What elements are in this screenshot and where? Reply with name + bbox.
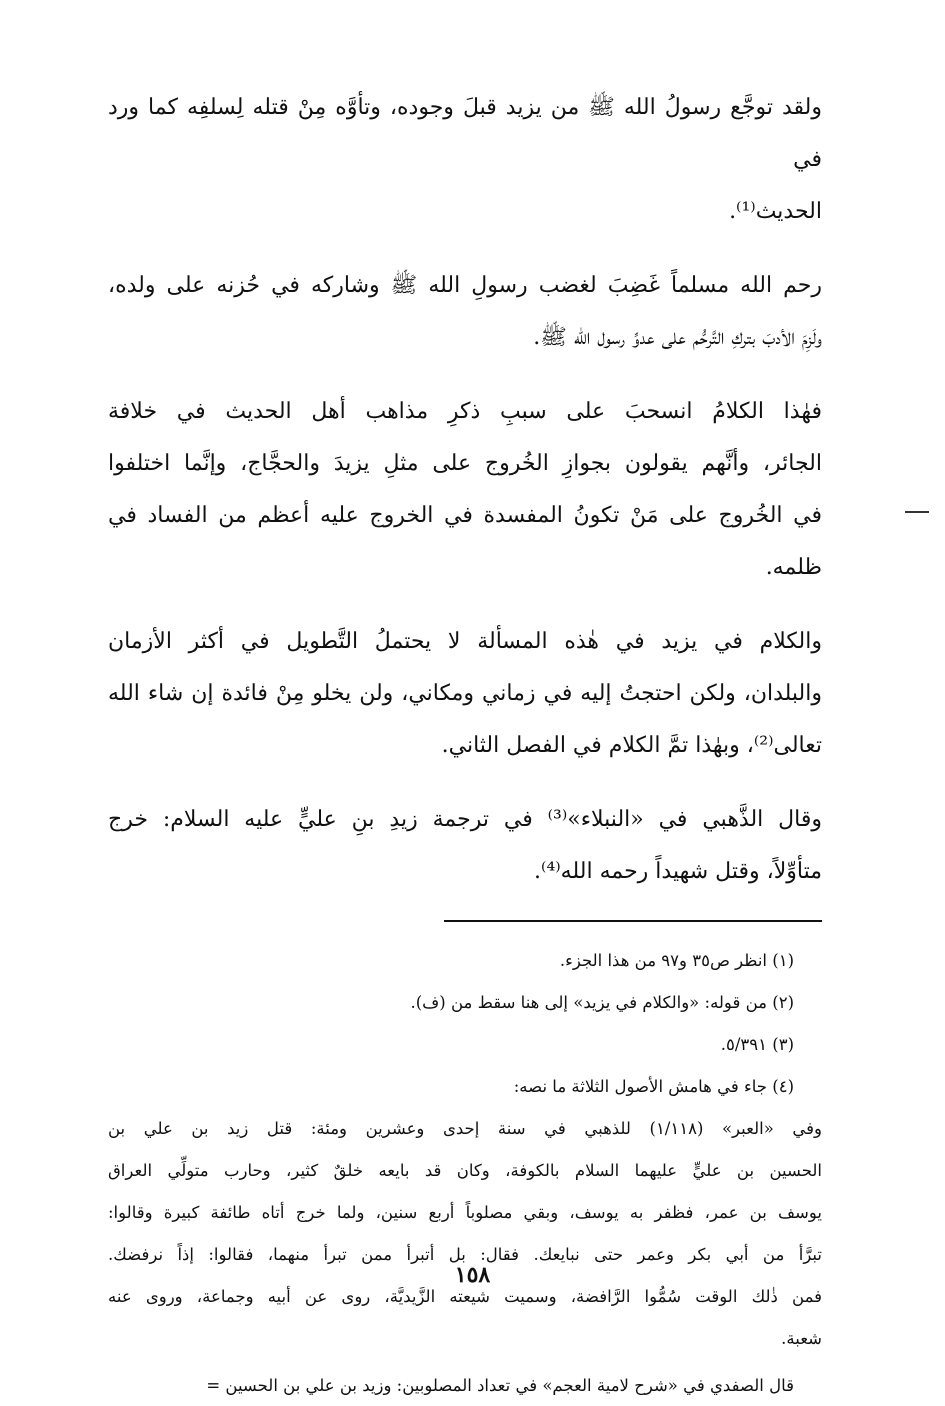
text-line: في الخُروج على مَنْ تكونُ المفسدة في الخروج عليه أعظم من الفساد في [108,503,822,528]
footnote-text-line: فمن ذٰلك الوقت سُمُّوا الرَّافضة، وسميت شيعته الزَّيديَّة، روى عن أبيه وجماعة، وروى عنه [108,1287,822,1306]
margin-mark [905,511,929,513]
main-text [108,82,822,898]
text-line: ولقد توجَّع رسولُ الله ﷺ من يزيد قبلَ وجوده، وتأوَّه مِنْ قتله لِسلفِه كما ورد في [108,95,822,172]
text-line: الجائر، وأنَّهم يقولون بجوازِ الخُروج على مثلِ يزيدَ والحجَّاج، وإنَّما اختلفوا [108,451,822,476]
paragraph-5 [108,794,822,898]
footnote-text-line: تبرَّأ من أبي بكر وعمر حتى نبايعك. فقال: بل أتبرأ ممن تبرأ منهما، فقالوا: إذاً نرفضك. [108,1245,822,1264]
footnote-separator [444,920,822,922]
paragraph-4 [108,616,822,772]
paragraph-2 [108,260,822,364]
footnote-2: (٢) من قوله: «والكلام في يزيد» إلى هنا سقط من (ف). [410,993,794,1012]
text-line: فهٰذا الكلامُ انسحبَ على سببِ ذكرِ مذاهب أهل الحديث في خلافة [108,399,822,424]
text-line: متأوِّلاً، وقتل شهيداً رحمه الله⁽⁴⁾. [534,859,822,884]
paragraph-3 [108,386,822,594]
text-line: وقال الذَّهبي في «النبلاء»⁽³⁾ في ترجمة زيدِ بنِ عليٍّ عليه السلام: خرج [108,807,822,832]
footnote-text-line: الحسين بن عليٍّ عليهما السلام بالكوفة، وكان قد بايعه خلقٌ كثير، وحارب متولِّي العراق [108,1161,822,1180]
footnote-text-line: شعبة. [781,1329,822,1348]
footnotes [108,940,822,1108]
footnote-4-body [108,1108,822,1360]
text-line: ولَزِمَ الأدبَ بتركِ التَّرحُّم على عدوِّ رسول الله ﷺ. [533,325,822,350]
footnote-3: (٣) ٥/٣٩١. [720,1035,794,1054]
footnote-carry-over: قال الصفدي في «شرح لامية العجم» في تعداد المصلوبين: وزيد بن علي بن الحسين = [206,1376,794,1395]
text-line: والكلام في يزيد في هٰذه المسألة لا يحتملُ التَّطويل في أكثر الأزمان [108,629,822,654]
text-line: تعالى⁽²⁾، وبهٰذا تمَّ الكلام في الفصل الثاني. [441,733,822,758]
footnote-4: (٤) جاء في هامش الأصول الثلاثة ما نصه: [513,1077,794,1096]
text-line: والبلدان، ولكن احتجتُ إليه في زماني ومكاني، ولن يخلو مِنْ فائدة إن شاء الله [108,681,822,706]
text-line: ظلمه. [765,555,822,580]
footnote-text-line: يوسف بن عمر، فظفر به يوسف، وبقي مصلوباً أربع سنين، ولما خرج أتاه طائفة كبيرة وقالوا: [108,1203,822,1222]
text-line: الحديث⁽¹⁾. [729,199,822,224]
text-line: رحم الله مسلماً غَضِبَ لغضب رسولِ الله ﷺ وشاركه في حُزنه على ولده، [108,273,822,298]
footnote-1: (١) انظر ص٣٥ و٩٧ من هذا الجزء. [559,951,794,970]
paragraph-1 [108,82,822,238]
page-number: ١٥٨ [454,1262,491,1288]
page-body [108,82,822,1395]
footnote-text-line: وفي «العبر» (١/١١٨) للذهبي في سنة إحدى وعشرين ومئة: قتل زيد بن علي بن [108,1119,822,1138]
